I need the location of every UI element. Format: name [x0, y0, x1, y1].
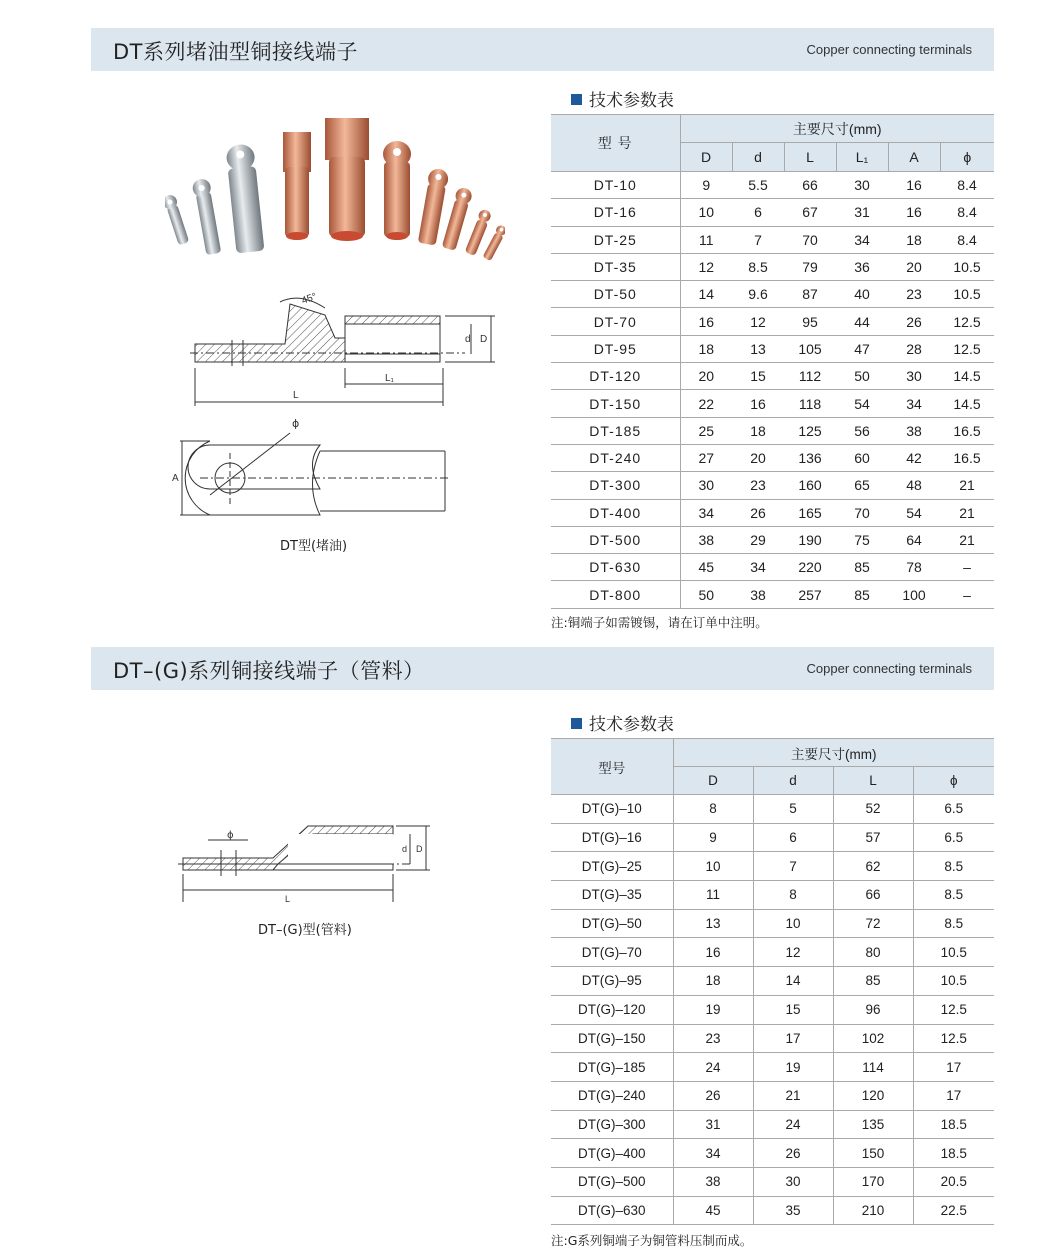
model-cell: DT(G)–10 [551, 795, 673, 824]
value-cell: 52 [833, 795, 913, 824]
value-cell: 18 [673, 967, 753, 996]
table-row [551, 1110, 994, 1139]
table-row [551, 909, 994, 938]
col2-header-phi: ϕ [913, 767, 994, 795]
value-cell: 102 [833, 1024, 913, 1053]
value-cell: 8.5 [732, 253, 784, 280]
table-row [551, 363, 994, 390]
dim-d-label-2: d [402, 844, 408, 854]
value-cell: 13 [732, 335, 784, 362]
value-cell: 10.5 [940, 253, 994, 280]
value-cell: 85 [836, 581, 888, 608]
value-cell: 8.4 [940, 199, 994, 226]
model-cell: DT(G)–240 [551, 1081, 673, 1110]
value-cell: 13 [673, 909, 753, 938]
value-cell: 6.5 [913, 795, 994, 824]
model-cell: DT-150 [551, 390, 680, 417]
model-cell: DT(G)–16 [551, 823, 673, 852]
drawing2-caption: DT–(G)型(管料) [258, 923, 352, 938]
col-header-L1: L₁ [836, 143, 888, 172]
model-cell: DT-25 [551, 226, 680, 253]
value-cell: 16 [673, 938, 753, 967]
value-cell: 17 [753, 1024, 833, 1053]
value-cell: 29 [732, 526, 784, 553]
value-cell: 15 [732, 363, 784, 390]
model-cell: DT-500 [551, 526, 680, 553]
value-cell: 21 [753, 1081, 833, 1110]
section2-subtitle: Copper connecting terminals [806, 661, 972, 676]
table-row [551, 526, 994, 553]
value-cell: 54 [888, 499, 940, 526]
section2-note: 注:G系列铜端子为铜管料压制而成。 [551, 1233, 753, 1248]
value-cell: 56 [836, 417, 888, 444]
value-cell: 21 [940, 472, 994, 499]
value-cell: 28 [888, 335, 940, 362]
value-cell: 85 [833, 967, 913, 996]
value-cell: 95 [784, 308, 836, 335]
copper-lug-5 [441, 186, 474, 251]
value-cell: 12 [680, 253, 732, 280]
value-cell: 6 [732, 199, 784, 226]
section2-table-label-text: 技术参数表 [589, 715, 674, 735]
value-cell: 12.5 [913, 1024, 994, 1053]
section2-table-label [571, 710, 674, 735]
value-cell: 47 [836, 335, 888, 362]
table-row [551, 1167, 994, 1196]
value-cell: 11 [673, 881, 753, 910]
model-cell: DT-70 [551, 308, 680, 335]
value-cell: 210 [833, 1196, 913, 1225]
value-cell: 27 [680, 444, 732, 471]
value-cell: 34 [888, 390, 940, 417]
dim-angle-label: 45° [300, 291, 319, 307]
model-cell: DT-120 [551, 363, 680, 390]
value-cell: 48 [888, 472, 940, 499]
value-cell: 38 [680, 526, 732, 553]
value-cell: 8.5 [913, 852, 994, 881]
dim-A-label: A [172, 473, 179, 484]
value-cell: 9 [673, 823, 753, 852]
table-row [551, 226, 994, 253]
value-cell: 8.4 [940, 172, 994, 199]
value-cell: 72 [833, 909, 913, 938]
value-cell: 60 [836, 444, 888, 471]
product-photo [165, 112, 505, 272]
dt-top-view-drawing [170, 415, 460, 525]
value-cell: 30 [753, 1167, 833, 1196]
dim-d-label: d [465, 334, 471, 345]
value-cell: 31 [836, 199, 888, 226]
table-row [551, 281, 994, 308]
value-cell: 34 [673, 1139, 753, 1168]
model-cell: DT-630 [551, 554, 680, 581]
section2-banner [91, 647, 994, 690]
model-cell: DT-240 [551, 444, 680, 471]
value-cell: 42 [888, 444, 940, 471]
value-cell: 70 [784, 226, 836, 253]
value-cell: 17 [913, 1081, 994, 1110]
value-cell: 57 [833, 823, 913, 852]
dimensions-header: 主要尺寸(mm) [680, 115, 994, 143]
model-cell: DT(G)–50 [551, 909, 673, 938]
value-cell: 16.5 [940, 417, 994, 444]
value-cell: 26 [732, 499, 784, 526]
model-cell: DT(G)–35 [551, 881, 673, 910]
model-cell: DT-800 [551, 581, 680, 608]
value-cell: 30 [836, 172, 888, 199]
model-cell: DT(G)–500 [551, 1167, 673, 1196]
value-cell: 79 [784, 253, 836, 280]
table-row [551, 554, 994, 581]
value-cell: 19 [673, 995, 753, 1024]
copper-lug-3 [383, 141, 411, 240]
value-cell: 70 [836, 499, 888, 526]
section1-subtitle: Copper connecting terminals [806, 42, 972, 57]
section1-table-label-text: 技术参数表 [589, 91, 674, 111]
value-cell: 8.5 [913, 909, 994, 938]
table-row [551, 995, 994, 1024]
value-cell: 12.5 [940, 335, 994, 362]
table-row [551, 823, 994, 852]
value-cell: 62 [833, 852, 913, 881]
dim-L-label-2: L [285, 894, 291, 904]
value-cell: 8.4 [940, 226, 994, 253]
table-row [551, 852, 994, 881]
value-cell: 16.5 [940, 444, 994, 471]
dtg-side-view-drawing [178, 820, 438, 910]
value-cell: 19 [753, 1053, 833, 1082]
value-cell: 50 [680, 581, 732, 608]
value-cell: 22 [680, 390, 732, 417]
section2-title: DT–(G)系列铜接线端子（管料） [113, 659, 425, 683]
table-row [551, 172, 994, 199]
value-cell: 36 [836, 253, 888, 280]
value-cell: 45 [680, 554, 732, 581]
value-cell: 114 [833, 1053, 913, 1082]
square-bullet-icon [571, 94, 582, 105]
value-cell: 18 [732, 417, 784, 444]
value-cell: 22.5 [913, 1196, 994, 1225]
col2-header-d: d [753, 767, 833, 795]
value-cell: 105 [784, 335, 836, 362]
value-cell: 8.5 [913, 881, 994, 910]
value-cell: 220 [784, 554, 836, 581]
value-cell: 8 [673, 795, 753, 824]
model-cell: DT-95 [551, 335, 680, 362]
dim-D-label: D [480, 334, 488, 345]
model-cell: DT(G)–185 [551, 1053, 673, 1082]
dim-L1-label: L₁ [385, 373, 394, 384]
value-cell: 170 [833, 1167, 913, 1196]
value-cell: 18.5 [913, 1110, 994, 1139]
table-row [551, 1139, 994, 1168]
value-cell: 136 [784, 444, 836, 471]
value-cell: 135 [833, 1110, 913, 1139]
aluminum-lug-small [165, 193, 190, 246]
value-cell: 257 [784, 581, 836, 608]
value-cell: 20 [680, 363, 732, 390]
value-cell: 10 [680, 199, 732, 226]
value-cell: 24 [753, 1110, 833, 1139]
col-header-L: L [784, 143, 836, 172]
table-row [551, 795, 994, 824]
value-cell: 20 [888, 253, 940, 280]
value-cell: 120 [833, 1081, 913, 1110]
model-cell: DT(G)–400 [551, 1139, 673, 1168]
value-cell: 18 [888, 226, 940, 253]
dim-D-label-2: D [416, 844, 423, 854]
model-header-2: 型号 [551, 739, 673, 795]
table-row [551, 444, 994, 471]
value-cell: 21 [940, 526, 994, 553]
model-cell: DT-35 [551, 253, 680, 280]
table-row [551, 967, 994, 996]
dim-L-label: L [293, 390, 299, 401]
value-cell: 96 [833, 995, 913, 1024]
value-cell: 118 [784, 390, 836, 417]
model-cell: DT-300 [551, 472, 680, 499]
value-cell: 10.5 [913, 967, 994, 996]
value-cell: 9 [680, 172, 732, 199]
value-cell: 65 [836, 472, 888, 499]
value-cell: 31 [673, 1110, 753, 1139]
col2-header-D: D [673, 767, 753, 795]
table-row [551, 390, 994, 417]
col-header-d: d [732, 143, 784, 172]
value-cell: 125 [784, 417, 836, 444]
value-cell: 10.5 [940, 281, 994, 308]
value-cell: 18 [680, 335, 732, 362]
section1-note: 注:铜端子如需镀锡，请在订单中注明。 [551, 615, 768, 630]
section1-title: DT系列堵油型铜接线端子 [113, 40, 358, 64]
value-cell: 5 [753, 795, 833, 824]
value-cell: 9.6 [732, 281, 784, 308]
value-cell: 38 [732, 581, 784, 608]
copper-lug-1 [283, 132, 311, 240]
model-cell: DT(G)–630 [551, 1196, 673, 1225]
section1-banner [91, 28, 994, 71]
value-cell: 80 [833, 938, 913, 967]
model-cell: DT-10 [551, 172, 680, 199]
dim-phi-label-2: ϕ [227, 830, 234, 841]
value-cell: 34 [680, 499, 732, 526]
dim-phi-label: ϕ [292, 417, 300, 430]
value-cell: – [940, 554, 994, 581]
value-cell: 14 [753, 967, 833, 996]
value-cell: 16 [888, 172, 940, 199]
col2-header-L: L [833, 767, 913, 795]
value-cell: 10 [673, 852, 753, 881]
table-row [551, 1024, 994, 1053]
table-row [551, 308, 994, 335]
value-cell: 66 [784, 172, 836, 199]
value-cell: 190 [784, 526, 836, 553]
table-row [551, 335, 994, 362]
value-cell: 20 [732, 444, 784, 471]
aluminum-lug-large [225, 143, 264, 253]
value-cell: 12 [732, 308, 784, 335]
value-cell: 16 [888, 199, 940, 226]
value-cell: 26 [673, 1081, 753, 1110]
model-cell: DT(G)–150 [551, 1024, 673, 1053]
value-cell: 7 [732, 226, 784, 253]
table-row [551, 499, 994, 526]
value-cell: 165 [784, 499, 836, 526]
value-cell: 21 [940, 499, 994, 526]
section2-spec-table [551, 738, 994, 1225]
value-cell: 30 [888, 363, 940, 390]
table-row [551, 199, 994, 226]
value-cell: 6 [753, 823, 833, 852]
value-cell: 12.5 [913, 995, 994, 1024]
table-row [551, 581, 994, 608]
copper-lug-4 [417, 167, 450, 245]
value-cell: 7 [753, 852, 833, 881]
model-cell: DT(G)–300 [551, 1110, 673, 1139]
value-cell: 66 [833, 881, 913, 910]
value-cell: 14 [680, 281, 732, 308]
value-cell: 75 [836, 526, 888, 553]
value-cell: 35 [753, 1196, 833, 1225]
value-cell: 26 [888, 308, 940, 335]
value-cell: 12 [753, 938, 833, 967]
table-row [551, 253, 994, 280]
value-cell: 12.5 [940, 308, 994, 335]
model-cell: DT-16 [551, 199, 680, 226]
value-cell: 24 [673, 1053, 753, 1082]
value-cell: 11 [680, 226, 732, 253]
value-cell: 78 [888, 554, 940, 581]
value-cell: 50 [836, 363, 888, 390]
value-cell: 100 [888, 581, 940, 608]
table-row [551, 417, 994, 444]
value-cell: 14.5 [940, 363, 994, 390]
value-cell: 18.5 [913, 1139, 994, 1168]
value-cell: 15 [753, 995, 833, 1024]
value-cell: 23 [888, 281, 940, 308]
value-cell: 34 [836, 226, 888, 253]
value-cell: 23 [673, 1024, 753, 1053]
dt-side-view-drawing [175, 290, 505, 410]
value-cell: 160 [784, 472, 836, 499]
value-cell: 64 [888, 526, 940, 553]
model-cell: DT-50 [551, 281, 680, 308]
col-header-D: D [680, 143, 732, 172]
table-row [551, 1081, 994, 1110]
table-row [551, 938, 994, 967]
model-cell: DT-400 [551, 499, 680, 526]
col-header-A: A [888, 143, 940, 172]
value-cell: 23 [732, 472, 784, 499]
value-cell: 17 [913, 1053, 994, 1082]
value-cell: 38 [673, 1167, 753, 1196]
value-cell: 38 [888, 417, 940, 444]
model-cell: DT(G)–120 [551, 995, 673, 1024]
model-cell: DT(G)–95 [551, 967, 673, 996]
table-row [551, 1053, 994, 1082]
value-cell: 14.5 [940, 390, 994, 417]
model-cell: DT-185 [551, 417, 680, 444]
col-header-phi: ϕ [940, 143, 994, 172]
value-cell: 150 [833, 1139, 913, 1168]
value-cell: 54 [836, 390, 888, 417]
value-cell: 112 [784, 363, 836, 390]
value-cell: 5.5 [732, 172, 784, 199]
aluminum-lug-medium [191, 178, 222, 256]
value-cell: 67 [784, 199, 836, 226]
value-cell: 45 [673, 1196, 753, 1225]
value-cell: 16 [732, 390, 784, 417]
section1-spec-table [551, 114, 994, 609]
model-cell: DT(G)–70 [551, 938, 673, 967]
model-header: 型 号 [551, 115, 680, 172]
value-cell: 30 [680, 472, 732, 499]
dimensions-header-2: 主要尺寸(mm) [673, 739, 994, 767]
section1-table-label [571, 86, 674, 111]
value-cell: 44 [836, 308, 888, 335]
value-cell: 10.5 [913, 938, 994, 967]
table-row [551, 472, 994, 499]
square-bullet-icon-2 [571, 718, 582, 729]
value-cell: 87 [784, 281, 836, 308]
value-cell: – [940, 581, 994, 608]
value-cell: 6.5 [913, 823, 994, 852]
table-row [551, 881, 994, 910]
value-cell: 85 [836, 554, 888, 581]
value-cell: 20.5 [913, 1167, 994, 1196]
value-cell: 10 [753, 909, 833, 938]
copper-lug-2 [325, 118, 369, 241]
value-cell: 34 [732, 554, 784, 581]
model-cell: DT(G)–25 [551, 852, 673, 881]
value-cell: 40 [836, 281, 888, 308]
value-cell: 8 [753, 881, 833, 910]
table-row [551, 1196, 994, 1225]
value-cell: 16 [680, 308, 732, 335]
value-cell: 26 [753, 1139, 833, 1168]
value-cell: 25 [680, 417, 732, 444]
drawing1-caption: DT型(堵油) [280, 539, 348, 554]
